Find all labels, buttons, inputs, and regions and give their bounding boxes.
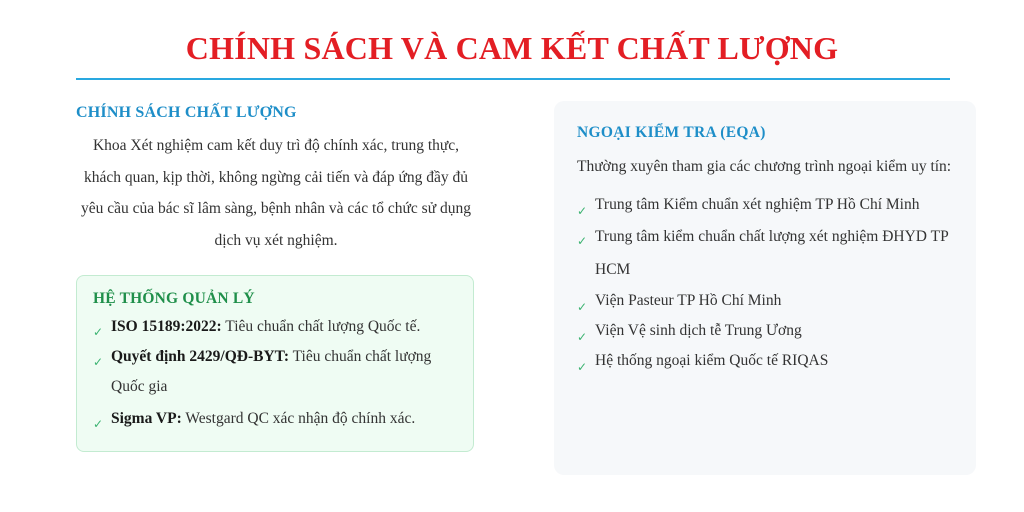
check-icon: ✓ <box>93 417 104 431</box>
list-item <box>577 346 956 376</box>
list-item <box>577 286 956 316</box>
check-icon: ✓ <box>577 360 588 374</box>
management-system-heading: HỆ THỐNG QUẢN LÝ <box>93 290 255 307</box>
list-item <box>577 316 956 346</box>
eqa-intro: Thường xuyên tham gia các chương trình ngoại kiểm uy tín: <box>577 158 952 175</box>
item-text: Viện Vệ sinh dịch tễ Trung Ương <box>595 322 802 339</box>
quality-policy-section <box>76 104 476 256</box>
item-label: Quyết định 2429/QĐ-BYT: <box>111 348 289 365</box>
item-text: Tiêu chuẩn chất lượng Quốc gia <box>111 348 432 395</box>
item-text: Westgard QC xác nhận độ chính xác. <box>181 410 416 427</box>
item-text: Tiêu chuẩn chất lượng Quốc tế. <box>221 318 421 335</box>
management-system-list <box>93 312 457 434</box>
list-item <box>93 342 457 402</box>
quality-policy-text: Khoa Xét nghiệm cam kết duy trì độ chính xác, trung thực, khách quan, kịp thời, không ngừng cải tiến và đáp ứng đầy đủ yêu cầu của bác sĩ lâm sàng, bệnh nhân và các tổ chức sử dụng dịch vụ xét nghiệm. <box>81 137 471 249</box>
item-text: Trung tâm kiểm chuẩn chất lượng xét nghiệm ĐHYD TP HCM <box>595 228 949 278</box>
title-divider <box>76 78 950 80</box>
check-icon: ✓ <box>577 300 588 314</box>
item-text: Viện Pasteur TP Hồ Chí Minh <box>595 292 782 309</box>
management-system-box <box>76 275 474 452</box>
eqa-list <box>577 190 956 376</box>
item-label: ISO 15189:2022: <box>111 318 222 335</box>
list-item <box>577 190 956 220</box>
list-item <box>93 404 457 434</box>
list-item <box>577 220 956 286</box>
check-icon: ✓ <box>93 355 104 369</box>
eqa-panel <box>554 101 976 475</box>
page-title: CHÍNH SÁCH VÀ CAM KẾT CHẤT LƯỢNG <box>185 30 839 66</box>
check-icon: ✓ <box>577 330 588 344</box>
item-text: Trung tâm Kiểm chuẩn xét nghiệm TP Hồ Chí Minh <box>595 196 920 213</box>
eqa-heading: NGOẠI KIỂM TRA (EQA) <box>577 124 766 141</box>
check-icon: ✓ <box>577 204 588 218</box>
list-item <box>93 312 457 342</box>
item-label: Sigma VP: <box>111 410 182 427</box>
check-icon: ✓ <box>93 325 104 339</box>
item-text: Hệ thống ngoại kiểm Quốc tế RIQAS <box>595 352 829 369</box>
check-icon: ✓ <box>577 234 588 248</box>
quality-policy-heading: CHÍNH SÁCH CHẤT LƯỢNG <box>76 104 297 121</box>
